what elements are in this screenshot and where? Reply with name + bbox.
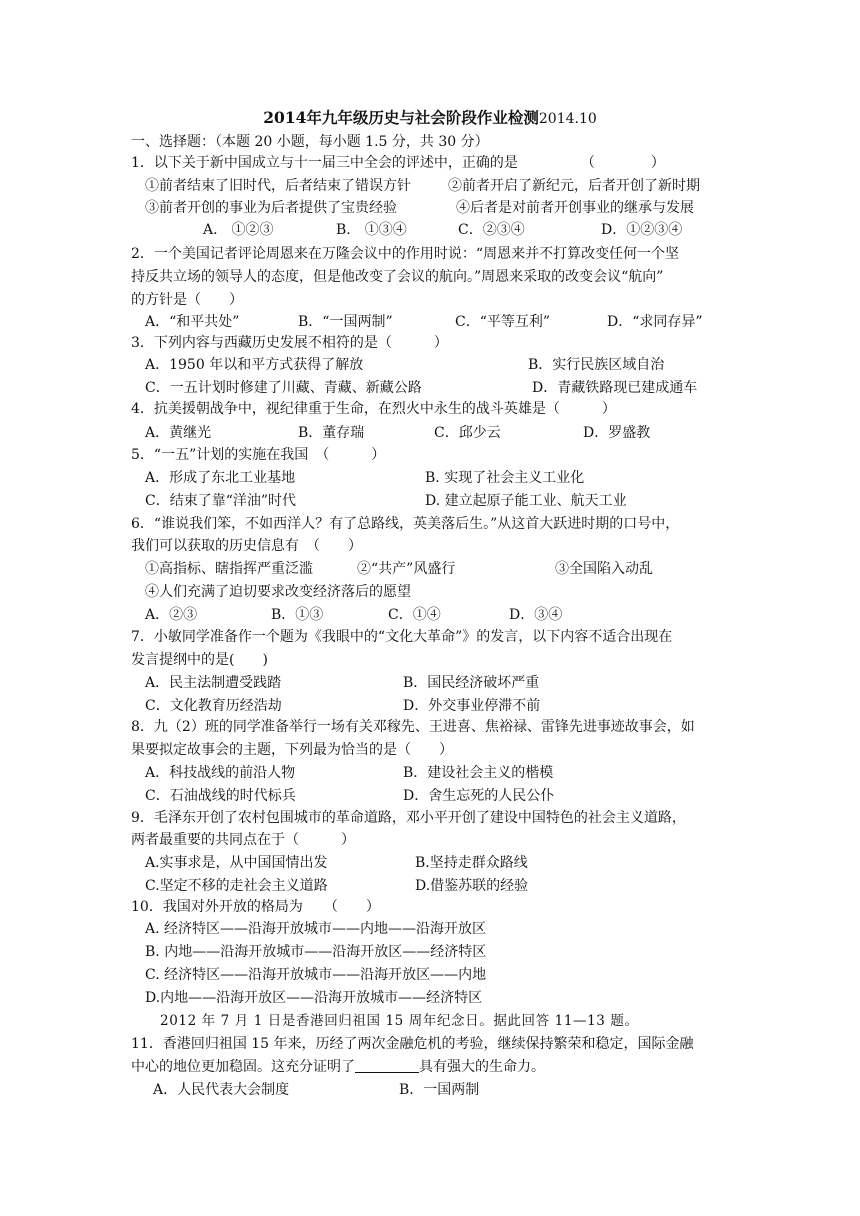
q2-option-a[interactable]: A．“和平共处” xyxy=(145,314,240,330)
q4-option-d[interactable]: D．罗盛教 xyxy=(583,425,651,441)
q7-option-c[interactable]: C．文化教育历经浩劫 xyxy=(145,698,282,714)
q3-option-c[interactable]: C．一五计划时修建了川藏、青藏、新藏公路 xyxy=(145,380,422,396)
q6-option-b[interactable]: B．①③ xyxy=(271,607,324,623)
q7-option-d[interactable]: D．外交事业停滞不前 xyxy=(403,698,541,714)
q8-option-b[interactable]: B．建设社会主义的楷模 xyxy=(403,765,554,781)
question-9-line-1: 9．毛泽东开创了农村包围城市的革命道路，邓小平开创了建设中国特色的社会主义道路， xyxy=(131,810,686,826)
question-6-line-1: 6．“谁说我们笨，不如西洋人？有了总路线，英美落后生。”从这首大跃进时期的口号中， xyxy=(131,516,680,532)
title-text: 2014年九年级历史与社会阶段作业检测 xyxy=(263,108,539,127)
q8-option-c[interactable]: C．石油战线的时代标兵 xyxy=(145,788,296,804)
q8-option-d[interactable]: D．舍生忘死的人民公仆 xyxy=(403,788,555,804)
q2-option-c[interactable]: C．“平等互利” xyxy=(455,314,551,330)
question-9-line-2: 两者最重要的共同点在于（ ） xyxy=(131,832,355,848)
q5-option-d[interactable]: D. 建立起原子能工业、航天工业 xyxy=(425,493,627,509)
section-heading: 一、选择题：（本题 20 小题，每小题 1.5 分，共 30 分） xyxy=(131,134,489,150)
question-11-line-1: 11．香港回归祖国 15 年来，历经了两次金融危机的考验，继续保持繁荣和稳定，国际金融 xyxy=(131,1036,694,1052)
material-intro: 2012 年 7 月 1 日是香港回归祖国 15 周年纪念日。据此回答 11—13 题。 xyxy=(160,1013,639,1029)
q11-option-a[interactable]: A．人民代表大会制度 xyxy=(153,1082,290,1098)
q9-option-b[interactable]: B.坚持走群众路线 xyxy=(415,855,528,871)
q11-text-after-blank: 具有强大的生命力。 xyxy=(419,1059,545,1075)
question-6-line-2: 我们可以获取的历史信息有 （ ） xyxy=(131,538,362,554)
q10-option-b[interactable]: B. 内地——沿海开放城市——沿海开放区——经济特区 xyxy=(145,944,487,960)
question-2-line-3: 的方针是（ ） xyxy=(131,292,243,308)
q3-option-a[interactable]: A．1950 年以和平方式获得了解放 xyxy=(145,357,364,373)
q2-option-d[interactable]: D．“求同存异” xyxy=(607,314,703,330)
q9-option-d[interactable]: D.借鉴苏联的经验 xyxy=(415,878,529,894)
question-7-line-2: 发言提纲中的是( ) xyxy=(131,652,268,668)
q4-option-c[interactable]: C．邱少云 xyxy=(434,425,501,441)
question-1-stem: 1．以下关于新中国成立与十一届三中全会的评述中，正确的是 （ ） xyxy=(131,155,665,171)
q6-statement-4: ④人们充满了迫切要求改变经济落后的愿望 xyxy=(145,584,411,600)
q3-option-b[interactable]: B．实行民族区域自治 xyxy=(528,357,665,373)
q1-statement-3: ③前者开创的事业为后者提供了宝贵经验 xyxy=(145,200,397,216)
q10-option-c[interactable]: C. 经济特区——沿海开放城市——沿海开放区——内地 xyxy=(145,967,487,983)
q6-statement-2: ②“共产”风盛行 xyxy=(357,561,456,577)
question-5-stem: 5．“一五”计划的实施在我国 （ ） xyxy=(131,447,386,463)
q4-option-a[interactable]: A．黄继光 xyxy=(145,425,212,441)
question-3-stem: 3．下列内容与西藏历史发展不相符的是（ ） xyxy=(131,335,448,351)
q1-statement-4: ④后者是对前者开创事业的继承与发展 xyxy=(456,200,694,216)
q2-option-b[interactable]: B．“一国两制” xyxy=(298,314,393,330)
question-7-line-1: 7．小敏同学准备作一个题为《我眼中的“文化大革命”》的发言，以下内容不适合出现在 xyxy=(131,629,673,645)
q1-option-c[interactable]: C．②③④ xyxy=(458,222,525,238)
question-2-line-1: 2．一个美国记者评论周恩来在万隆会议中的作用时说：“周恩来并不打算改变任何一个坚 xyxy=(131,246,680,262)
q6-option-d[interactable]: D．③④ xyxy=(509,607,563,623)
q4-option-b[interactable]: B．董存瑞 xyxy=(298,425,365,441)
q6-statement-3: ③全国陷入动乱 xyxy=(555,561,653,577)
q6-option-c[interactable]: C．①④ xyxy=(388,607,441,623)
exam-date: 2014.10 xyxy=(538,111,597,127)
q5-option-b[interactable]: B. 实现了社会主义工业化 xyxy=(425,470,585,486)
q7-option-a[interactable]: A．民主法制遭受践踏 xyxy=(145,675,282,691)
q9-option-a[interactable]: A.实事求是，从中国国情出发 xyxy=(145,855,328,871)
exam-title xyxy=(0,106,860,128)
q5-option-a[interactable]: A．形成了东北工业基地 xyxy=(145,470,296,486)
q6-option-a[interactable]: A．②③ xyxy=(145,607,198,623)
q10-option-d[interactable]: D.内地——沿海开放区——沿海开放城市——经济特区 xyxy=(145,990,483,1006)
q7-option-b[interactable]: B．国民经济破坏严重 xyxy=(403,675,540,691)
question-11-line-2 xyxy=(131,1057,545,1077)
q11-text-before-blank: 中心的地位更加稳固。这充分证明了 xyxy=(131,1059,355,1075)
question-8-line-2: 果要拟定故事会的主题，下列最为恰当的是（ ） xyxy=(131,742,453,758)
q1-option-b[interactable]: B. ①③④ xyxy=(336,222,407,238)
question-2-line-2: 持反共立场的领导人的态度，但是他改变了会议的航向。”周恩来采取的改变会议“航向” xyxy=(131,269,664,285)
question-8-line-1: 8．九（2）班的同学准备举行一场有关邓稼先、王进喜、焦裕禄、雷锋先进事迹故事会，如 xyxy=(131,719,695,735)
q1-option-d[interactable]: D．①②③④ xyxy=(601,222,683,238)
question-4-stem: 4．抗美援朝战争中，视纪律重于生命，在烈火中永生的战斗英雄是（ ） xyxy=(131,401,616,417)
q8-option-a[interactable]: A．科技战线的前沿人物 xyxy=(145,765,296,781)
q1-option-a[interactable]: A. ①②③ xyxy=(203,222,274,238)
question-10-stem: 10．我国对外开放的格局为 （ ） xyxy=(131,899,380,915)
q6-statement-1: ①高指标、瞎指挥严重泛滥 xyxy=(145,561,313,577)
q3-option-d[interactable]: D．青藏铁路现已建成通车 xyxy=(532,380,698,396)
q1-statement-1: ①前者结束了旧时代，后者结束了错误方针 xyxy=(145,178,411,194)
q5-option-c[interactable]: C．结束了靠“洋油”时代 xyxy=(145,493,297,509)
q10-option-a[interactable]: A. 经济特区——沿海开放城市——内地——沿海开放区 xyxy=(145,921,487,937)
answer-blank[interactable] xyxy=(355,1058,419,1073)
q11-option-b[interactable]: B．一国两制 xyxy=(399,1082,480,1098)
q1-statement-2: ②前者开启了新纪元，后者开创了新时期 xyxy=(448,178,700,194)
q9-option-c[interactable]: C.坚定不移的走社会主义道路 xyxy=(145,878,328,894)
